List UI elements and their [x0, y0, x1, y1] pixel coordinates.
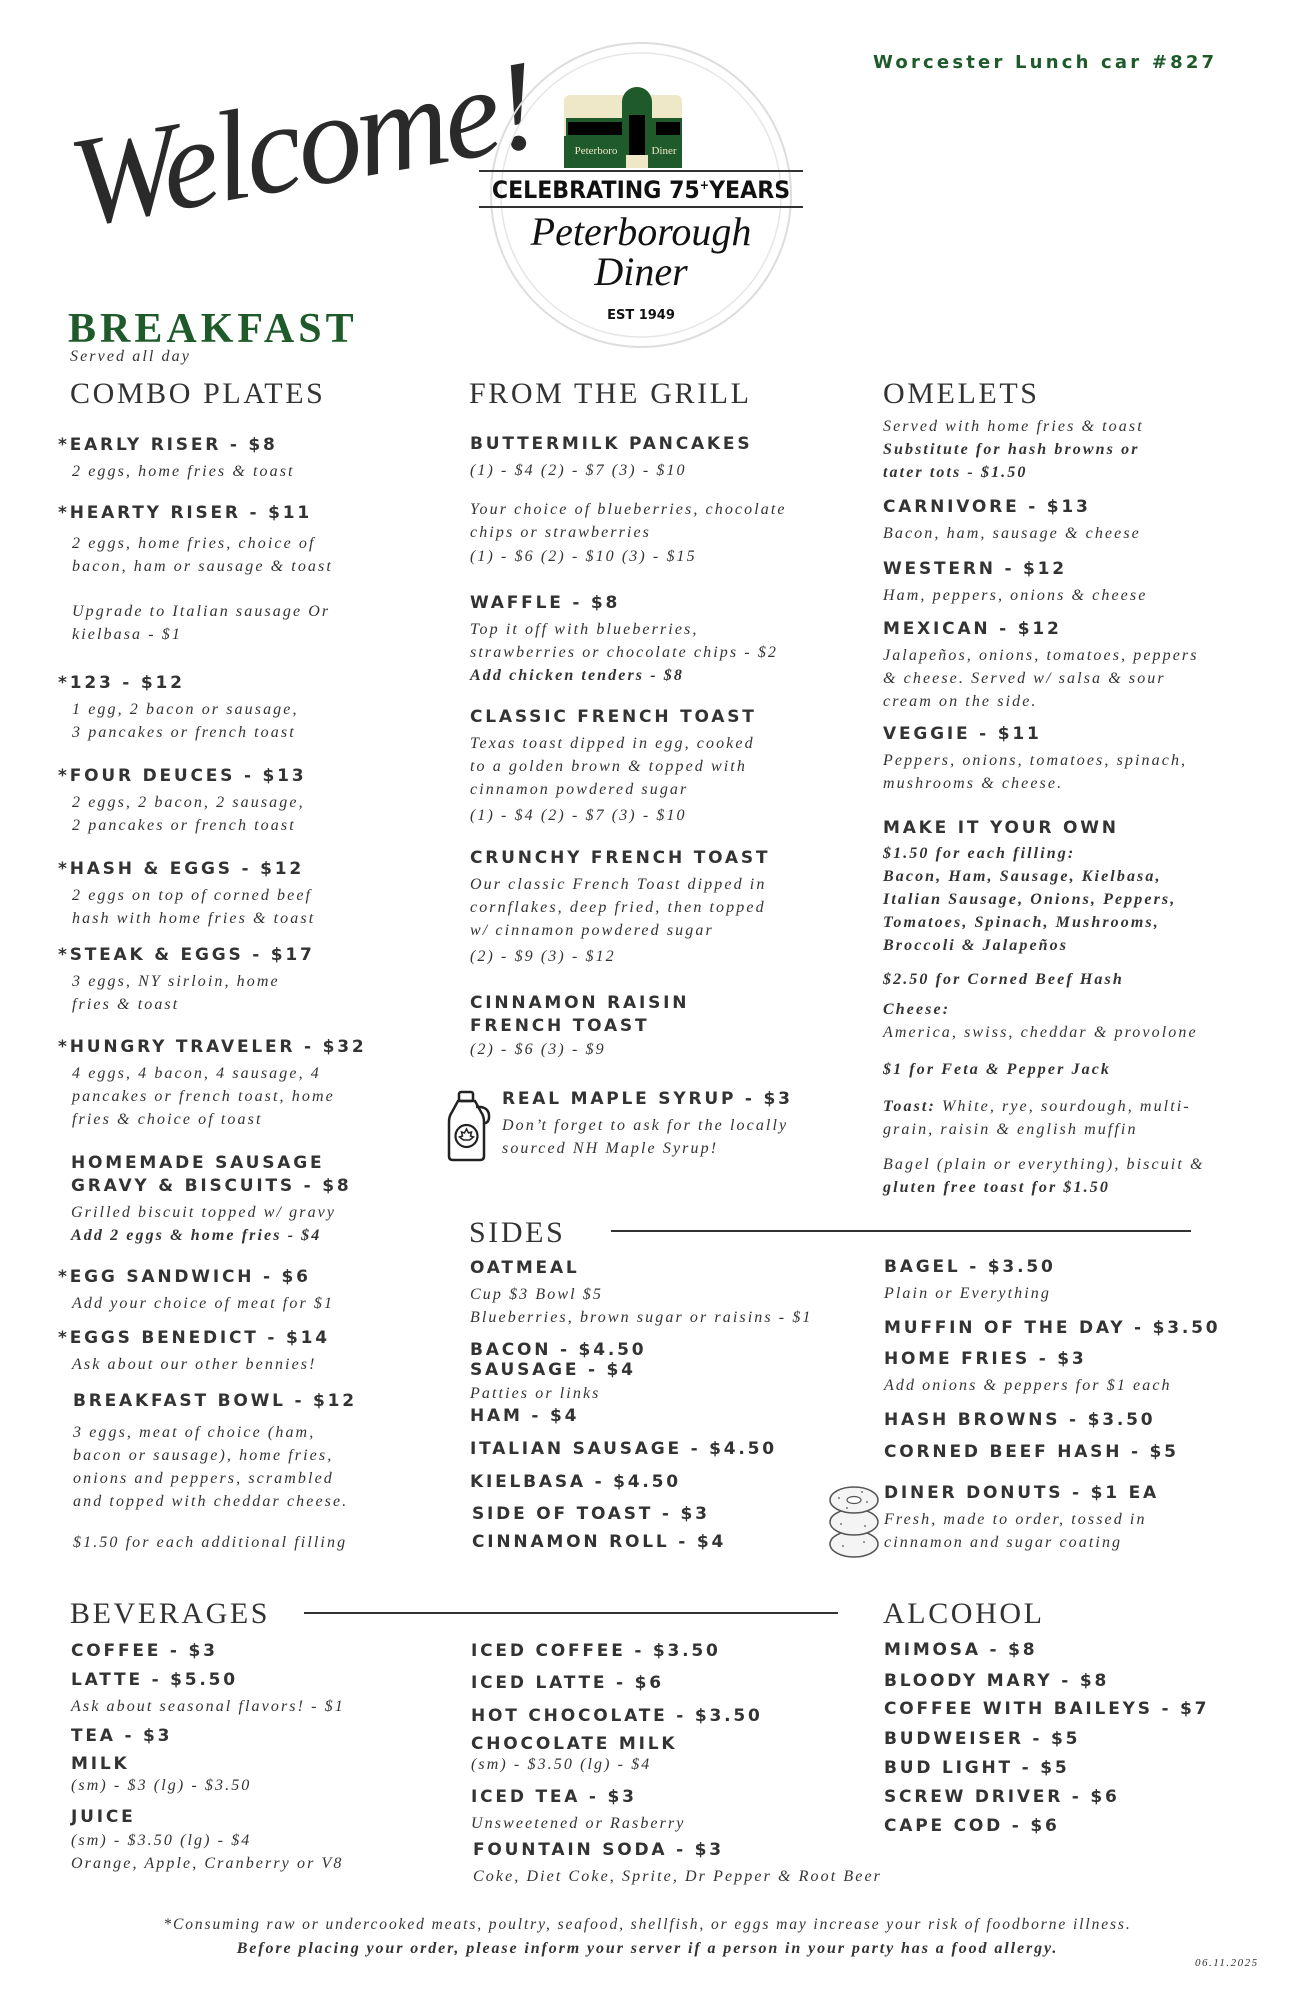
- cheese-label: Cheese:: [883, 1001, 951, 1018]
- item-title: MEXICAN - $12: [883, 619, 1062, 639]
- item-desc: Coke, Diet Coke, Sprite, Dr Pepper & Root Beer: [473, 1868, 882, 1885]
- filling-price: $1.50 for each filling:: [883, 845, 1076, 862]
- item-desc: (sm) - $3 (lg) - $3.50: [71, 1777, 252, 1794]
- item-title: CARNIVORE - $13: [883, 497, 1091, 517]
- heading-sides: SIDES: [469, 1216, 566, 1249]
- make-your-own-title: MAKE IT YOUR OWN: [883, 818, 1119, 838]
- item-prices: (1) - $6 (2) - $10 (3) - $15: [470, 548, 697, 565]
- side-cinnamon-roll: CINNAMON ROLL - $4: [472, 1532, 727, 1552]
- toast-options: [883, 1095, 1191, 1141]
- item-desc: Cup $3 Bowl $5 Blueberries, brown sugar or raisins - $1: [470, 1286, 813, 1326]
- breakfast-title: BREAKFAST: [68, 306, 358, 352]
- item-desc: 3 eggs, meat of choice (ham, bacon or sausage), home fries, onions and peppers, scrambled and topped with cheddar cheese.: [73, 1424, 349, 1510]
- alcohol-item: MIMOSA - $8: [884, 1640, 1038, 1660]
- item-title: WAFFLE - $8: [470, 593, 621, 613]
- heading-from-the-grill: FROM THE GRILL: [469, 377, 752, 410]
- menu-item: [58, 672, 299, 744]
- item-desc: 2 eggs, 2 bacon, 2 sausage, 2 pancakes or french toast: [72, 794, 305, 834]
- item-desc: Grilled biscuit topped w/ gravy: [71, 1204, 337, 1221]
- menu-item: [470, 992, 689, 1061]
- donuts-icon: [827, 1480, 881, 1565]
- item-title: BAGEL - $3.50: [884, 1257, 1056, 1277]
- item-title: MILK: [71, 1754, 130, 1774]
- alcohol-item: BLOODY MARY - $8: [884, 1671, 1110, 1691]
- item-title: SAUSAGE - $4: [470, 1360, 636, 1380]
- feta-price: $1 for Feta & Pepper Jack: [883, 1061, 1112, 1078]
- item-addon: Add 2 eggs & home fries - $4: [71, 1227, 322, 1244]
- menu-item: [883, 496, 1141, 545]
- item-addon: Add chicken tenders - $8: [470, 667, 684, 684]
- item-title: *STEAK & EGGS - $17: [58, 945, 315, 965]
- menu-item: [884, 1348, 1172, 1397]
- heading-beverages: BEVERAGES: [70, 1597, 271, 1630]
- item-title: DINER DONUTS - $1 EA: [884, 1483, 1159, 1503]
- bev-iced-latte: ICED LATTE - $6: [471, 1673, 664, 1693]
- item-title: *HASH & EGGS - $12: [58, 859, 304, 879]
- heading-alcohol: ALCOHOL: [883, 1597, 1045, 1630]
- side-toast: SIDE OF TOAST - $3: [472, 1504, 710, 1524]
- item-title: *FOUR DEUCES - $13: [58, 766, 307, 786]
- gluten-free-text: gluten free toast for $1.50: [883, 1179, 1110, 1196]
- side-muffin: MUFFIN OF THE DAY - $3.50: [884, 1318, 1221, 1338]
- menu-item: [58, 765, 307, 837]
- heading-combo-plates: COMBO PLATES: [70, 377, 326, 410]
- menu-item: [470, 592, 778, 687]
- item-desc: Add onions & peppers for $1 each: [884, 1377, 1172, 1394]
- toast-list: White, rye, sourdough, multi- grain, raisin & english muffin: [883, 1098, 1191, 1138]
- heading-omelets: OMELETS: [883, 377, 1040, 410]
- menu-item: [470, 1257, 813, 1329]
- menu-item: [883, 723, 1187, 795]
- sides-divider: [611, 1230, 1191, 1232]
- alcohol-item: COFFEE WITH BAILEYS - $7: [884, 1699, 1210, 1719]
- lunch-car-label: Worcester Lunch car #827: [873, 52, 1218, 73]
- item-desc: Bacon, ham, sausage & cheese: [883, 525, 1141, 542]
- menu-item: [58, 1036, 367, 1131]
- logo-name: Peterborough: [530, 209, 752, 254]
- omelets-substitute: Substitute for hash browns or tater tots - $1.50: [883, 441, 1140, 481]
- item-desc: Texas toast dipped in egg, cooked to a golden brown & topped with cinnamon powdered sugar: [470, 735, 755, 798]
- menu-item: [58, 858, 316, 930]
- menu-item: [470, 847, 770, 968]
- item-desc: Don’t forget to ask for the locally sourced NH Maple Syrup!: [502, 1117, 789, 1157]
- omelets-intro: [883, 415, 1144, 484]
- logo-est: EST 1949: [607, 308, 675, 323]
- menu-item: [471, 1786, 686, 1835]
- item-desc: Unsweetened or Rasberry: [471, 1815, 686, 1832]
- menu-item: [470, 706, 757, 827]
- item-note: $1.50 for each additional filling: [73, 1534, 348, 1551]
- alcohol-item: BUD LIGHT - $5: [884, 1758, 1070, 1778]
- item-title: CINNAMON RAISIN FRENCH TOAST: [470, 993, 690, 1036]
- menu-item: [71, 1152, 352, 1247]
- item-desc: (sm) - $3.50 (lg) - $4 Orange, Apple, Cranberry or V8: [71, 1832, 344, 1872]
- bev-hot-chocolate: HOT CHOCOLATE - $3.50: [471, 1706, 763, 1726]
- menu-item: [884, 1256, 1056, 1305]
- menu-date: 06.11.2025: [1195, 1957, 1259, 1969]
- svg-text:Diner: Diner: [651, 145, 677, 157]
- allergy-notice: Before placing your order, please inform your server if a person in your party has a food allergy.: [236, 1940, 1059, 1957]
- alcohol-item: BUDWEISER - $5: [884, 1729, 1081, 1749]
- side-hash-browns: HASH BROWNS - $3.50: [884, 1410, 1156, 1430]
- menu-item: [470, 433, 787, 568]
- menu-item: [502, 1088, 793, 1160]
- item-title: VEGGIE - $11: [883, 724, 1042, 744]
- item-desc: Ask about seasonal flavors! - $1: [71, 1698, 345, 1715]
- item-desc: Peppers, onions, tomatoes, spinach, mushrooms & cheese.: [883, 752, 1188, 792]
- side-italian-sausage: ITALIAN SAUSAGE - $4.50: [470, 1439, 777, 1459]
- item-title: WESTERN - $12: [883, 559, 1067, 579]
- item-title: HOMEMADE SAUSAGE GRAVY & BISCUITS - $8: [71, 1153, 352, 1196]
- item-title: *EGGS BENEDICT - $14: [58, 1328, 330, 1348]
- item-title: *EARLY RISER - $8: [58, 435, 278, 455]
- menu-item: [71, 1753, 251, 1797]
- toast-label: Toast:: [883, 1098, 936, 1115]
- logo-name-diner: Diner: [594, 249, 688, 294]
- side-kielbasa: KIELBASA - $4.50: [470, 1472, 681, 1492]
- raw-food-warning: *Consuming raw or undercooked meats, poultry, seafood, shellfish, or eggs may increase your risk of foodborne illness.: [163, 1916, 1132, 1933]
- item-title: ICED TEA - $3: [471, 1787, 637, 1807]
- item-desc: Top it off with blueberries, strawberries or chocolate chips - $2: [470, 621, 779, 661]
- celebrating-text: CELEBRATING 75+YEARS: [491, 176, 791, 204]
- item-desc: Ham, peppers, onions & cheese: [883, 587, 1148, 604]
- item-desc: Jalapeños, onions, tomatoes, peppers & cheese. Served w/ salsa & sour cream on the side.: [883, 647, 1199, 710]
- item-desc: 1 egg, 2 bacon or sausage, 3 pancakes or french toast: [72, 701, 299, 741]
- item-prices: (1) - $4 (2) - $7 (3) - $10: [470, 807, 687, 824]
- bev-iced-coffee: ICED COFFEE - $3.50: [471, 1641, 721, 1661]
- menu-item: [58, 434, 295, 483]
- menu-item: [58, 1266, 335, 1315]
- item-desc: Add your choice of meat for $1: [72, 1295, 335, 1312]
- item-desc: Fresh, made to order, tossed in cinnamon and sugar coating: [884, 1511, 1147, 1551]
- item-desc: 4 eggs, 4 bacon, 4 sausage, 4 pancakes or french toast, home fries & choice of toast: [72, 1065, 335, 1128]
- welcome-script: Welcome!: [59, 32, 546, 255]
- svg-text:Peterboro: Peterboro: [574, 145, 618, 157]
- item-title: *HEARTY RISER - $11: [58, 503, 312, 523]
- menu-item: [58, 944, 315, 1016]
- item-prices: (2) - $9 (3) - $12: [470, 948, 616, 965]
- omelets-intro-text: Served with home fries & toast: [883, 418, 1144, 435]
- item-title: REAL MAPLE SYRUP - $3: [502, 1089, 793, 1109]
- alcohol-item: SCREW DRIVER - $6: [884, 1787, 1120, 1807]
- item-desc: Patties or links: [470, 1385, 601, 1402]
- item-note: Upgrade to Italian sausage Or kielbasa - $1: [72, 603, 331, 643]
- served-all-day: Served all day: [70, 348, 191, 365]
- menu-item: [471, 1733, 677, 1776]
- item-title: *123 - $12: [58, 673, 185, 693]
- menu-item: [71, 1669, 345, 1718]
- maple-syrup-jug-icon: [446, 1090, 492, 1167]
- item-desc: Our classic French Toast dipped in cornflakes, deep fried, then topped w/ cinnamon powdered sugar: [470, 876, 767, 939]
- menu-item: [58, 502, 333, 646]
- cheese-options: America, swiss, cheddar & provolone: [883, 1024, 1198, 1041]
- item-title: FOUNTAIN SODA - $3: [473, 1840, 724, 1860]
- item-title: JUICE: [71, 1807, 136, 1827]
- item-desc: (2) - $6 (3) - $9: [470, 1041, 606, 1058]
- filling-list: Bacon, Ham, Sausage, Kielbasa, Italian Sausage, Onions, Peppers, Tomatoes, Spinach, Mushrooms, Broccoli & Jalapeños: [883, 868, 1177, 954]
- item-desc: 2 eggs, home fries & toast: [72, 463, 295, 480]
- item-title: OATMEAL: [470, 1258, 580, 1278]
- corned-beef-price: $2.50 for Corned Beef Hash: [883, 971, 1124, 988]
- bev-coffee: COFFEE - $3: [71, 1641, 218, 1661]
- item-desc: (sm) - $3.50 (lg) - $4: [471, 1756, 652, 1773]
- item-title: CRUNCHY FRENCH TOAST: [470, 848, 771, 868]
- menu-item: [71, 1806, 343, 1875]
- item-desc: 2 eggs, home fries, choice of bacon, ham or sausage & toast: [72, 535, 333, 575]
- menu-item: [473, 1839, 882, 1888]
- item-title: CHOCOLATE MILK: [471, 1734, 678, 1754]
- menu-item: [58, 1327, 330, 1376]
- menu-item: [73, 1390, 357, 1554]
- item-title: BUTTERMILK PANCAKES: [470, 434, 753, 454]
- diner-logo: [476, 40, 806, 350]
- item-title: CLASSIC FRENCH TOAST: [470, 707, 757, 727]
- bev-tea: TEA - $3: [71, 1726, 173, 1746]
- beverages-divider: [304, 1612, 838, 1614]
- item-title: LATTE - $5.50: [71, 1670, 238, 1690]
- side-corned-beef-hash: CORNED BEEF HASH - $5: [884, 1442, 1179, 1462]
- item-title: BREAKFAST BOWL - $12: [73, 1391, 357, 1411]
- menu-item: [883, 558, 1147, 607]
- menu-item: [884, 1482, 1159, 1554]
- item-desc: (1) - $4 (2) - $7 (3) - $10: [470, 462, 687, 479]
- item-note: Your choice of blueberries, chocolate chips or strawberries: [470, 501, 787, 541]
- side-bacon: BACON - $4.50: [470, 1340, 647, 1360]
- menu-item: [883, 618, 1199, 713]
- item-desc: 2 eggs on top of corned beef hash with home fries & toast: [72, 887, 316, 927]
- item-desc: 3 eggs, NY sirloin, home fries & toast: [72, 973, 280, 1013]
- item-desc: Plain or Everything: [884, 1285, 1051, 1302]
- bagel-options: [883, 1153, 1205, 1199]
- item-title: *HUNGRY TRAVELER - $32: [58, 1037, 367, 1057]
- alcohol-item: CAPE COD - $6: [884, 1816, 1060, 1836]
- side-ham: HAM - $4: [470, 1406, 580, 1426]
- item-desc: Ask about our other bennies!: [72, 1356, 317, 1373]
- bagel-text: Bagel (plain or everything), biscuit &: [883, 1156, 1205, 1173]
- item-title: HOME FRIES - $3: [884, 1349, 1087, 1369]
- menu-item: [470, 1359, 636, 1405]
- item-title: *EGG SANDWICH - $6: [58, 1267, 311, 1287]
